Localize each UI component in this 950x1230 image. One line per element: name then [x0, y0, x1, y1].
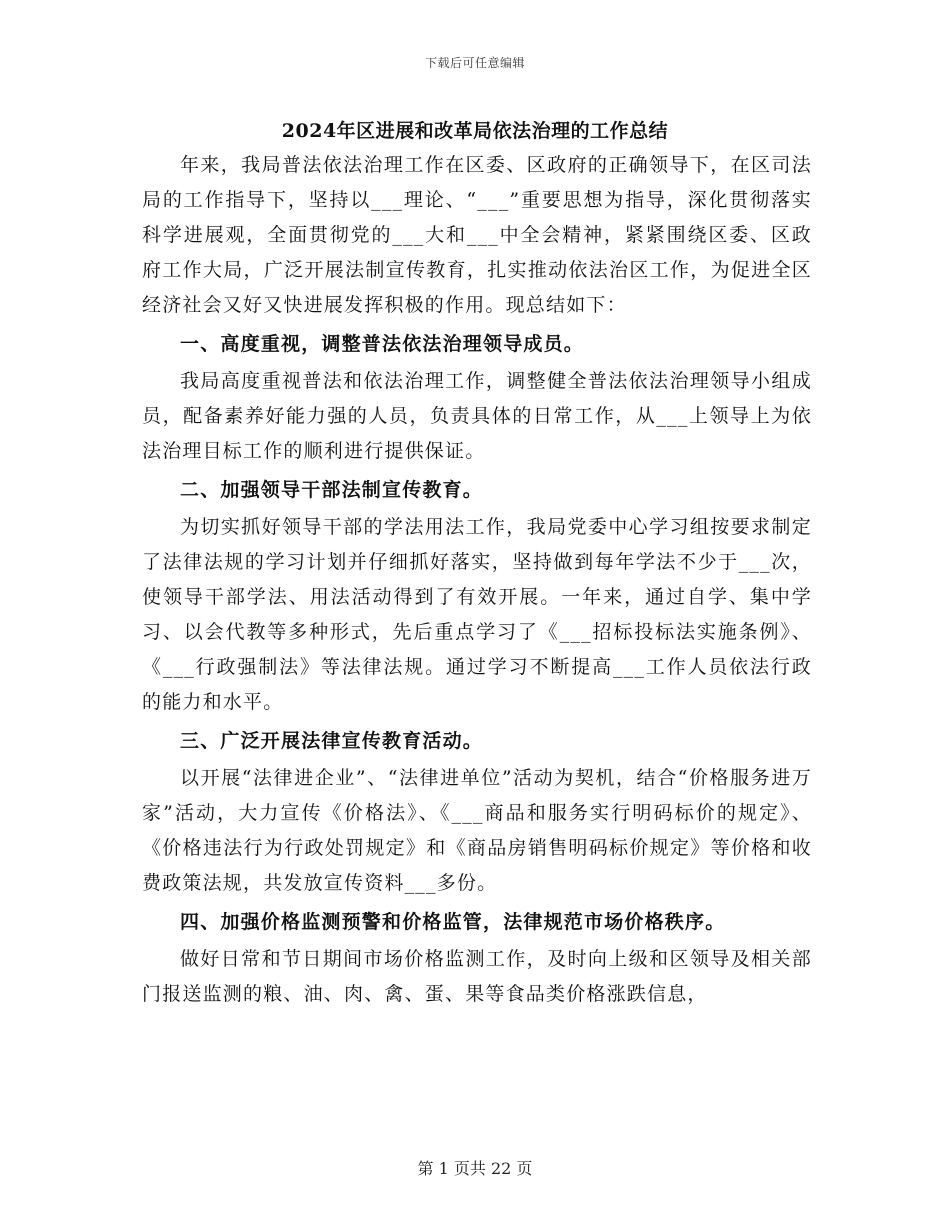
intro-paragraph: 年来，我局普法依法治理工作在区委、区政府的正确领导下，在区司法局的工作指导下，坚持以___理论、“___”重要思想为指导，深化贯彻落实科学进展观，全面贯彻党的___大和___中全会精神，紧紧围绕区委、区政府工作大局，广泛开展法制宣传教育，扎实推动依法治区工作，为促进全区经济社会又好又快进展发挥积极的作用。现总结如下： — [142, 154, 812, 316]
section-paragraph-1: 我局高度重视普法和依法治理工作，调整健全普法依法治理领导小组成员，配备素养好能力强的人员，负责具体的日常工作，从___上领导上为依法治理目标工作的顺利进行提供保证。 — [142, 370, 812, 462]
document-title: 2024年区进展和改革局依法治理的工作总结 — [281, 120, 669, 142]
section-heading-3: 三、广泛开展法律宣传教育活动。 — [180, 730, 484, 752]
section-paragraph-2: 为切实抓好领导干部的学法用法工作，我局党委中心学习组按要求制定了法律法规的学习计划并仔细抓好落实，坚持做到每年学法不少于___次，使领导干部学法、用法活动得到了有效开展。一年来，通过自学、集中学习、以会代教等多种形式，先后重点学习了《___招标投标法实施条例》、《___行政强制法》等法律法规。通过学习不断提高___工作人员依法行政的能力和水平。 — [142, 516, 812, 713]
section-heading-4: 四、加强价格监测预警和价格监管，法律规范市场价格秩序。 — [180, 911, 726, 933]
page-number-footer: 第 1 页共 22 页 — [417, 1159, 533, 1178]
section-heading-2: 二、加强领导干部法制宣传教育。 — [180, 479, 484, 501]
document-body — [142, 148, 812, 1012]
section-paragraph-4: 做好日常和节日期间市场价格监测工作，及时向上级和区领导及相关部门报送监测的粮、油、肉、禽、蛋、果等食品类价格涨跌信息， — [142, 948, 812, 1005]
page-header-note: 下载后可任意编辑 — [424, 56, 525, 70]
section-heading-1: 一、高度重视，调整普法依法治理领导成员。 — [180, 333, 585, 355]
section-paragraph-3: 以开展“法律进企业”、“法律进单位”活动为契机，结合“价格服务进万家”活动，大力宣传《价格法》、《___商品和服务实行明码标价的规定》、《价格违法行为行政处罚规定》和《商品房销售明码标价规定》等价格和收费政策法规，共发放宣传资料___多份。 — [142, 767, 812, 894]
